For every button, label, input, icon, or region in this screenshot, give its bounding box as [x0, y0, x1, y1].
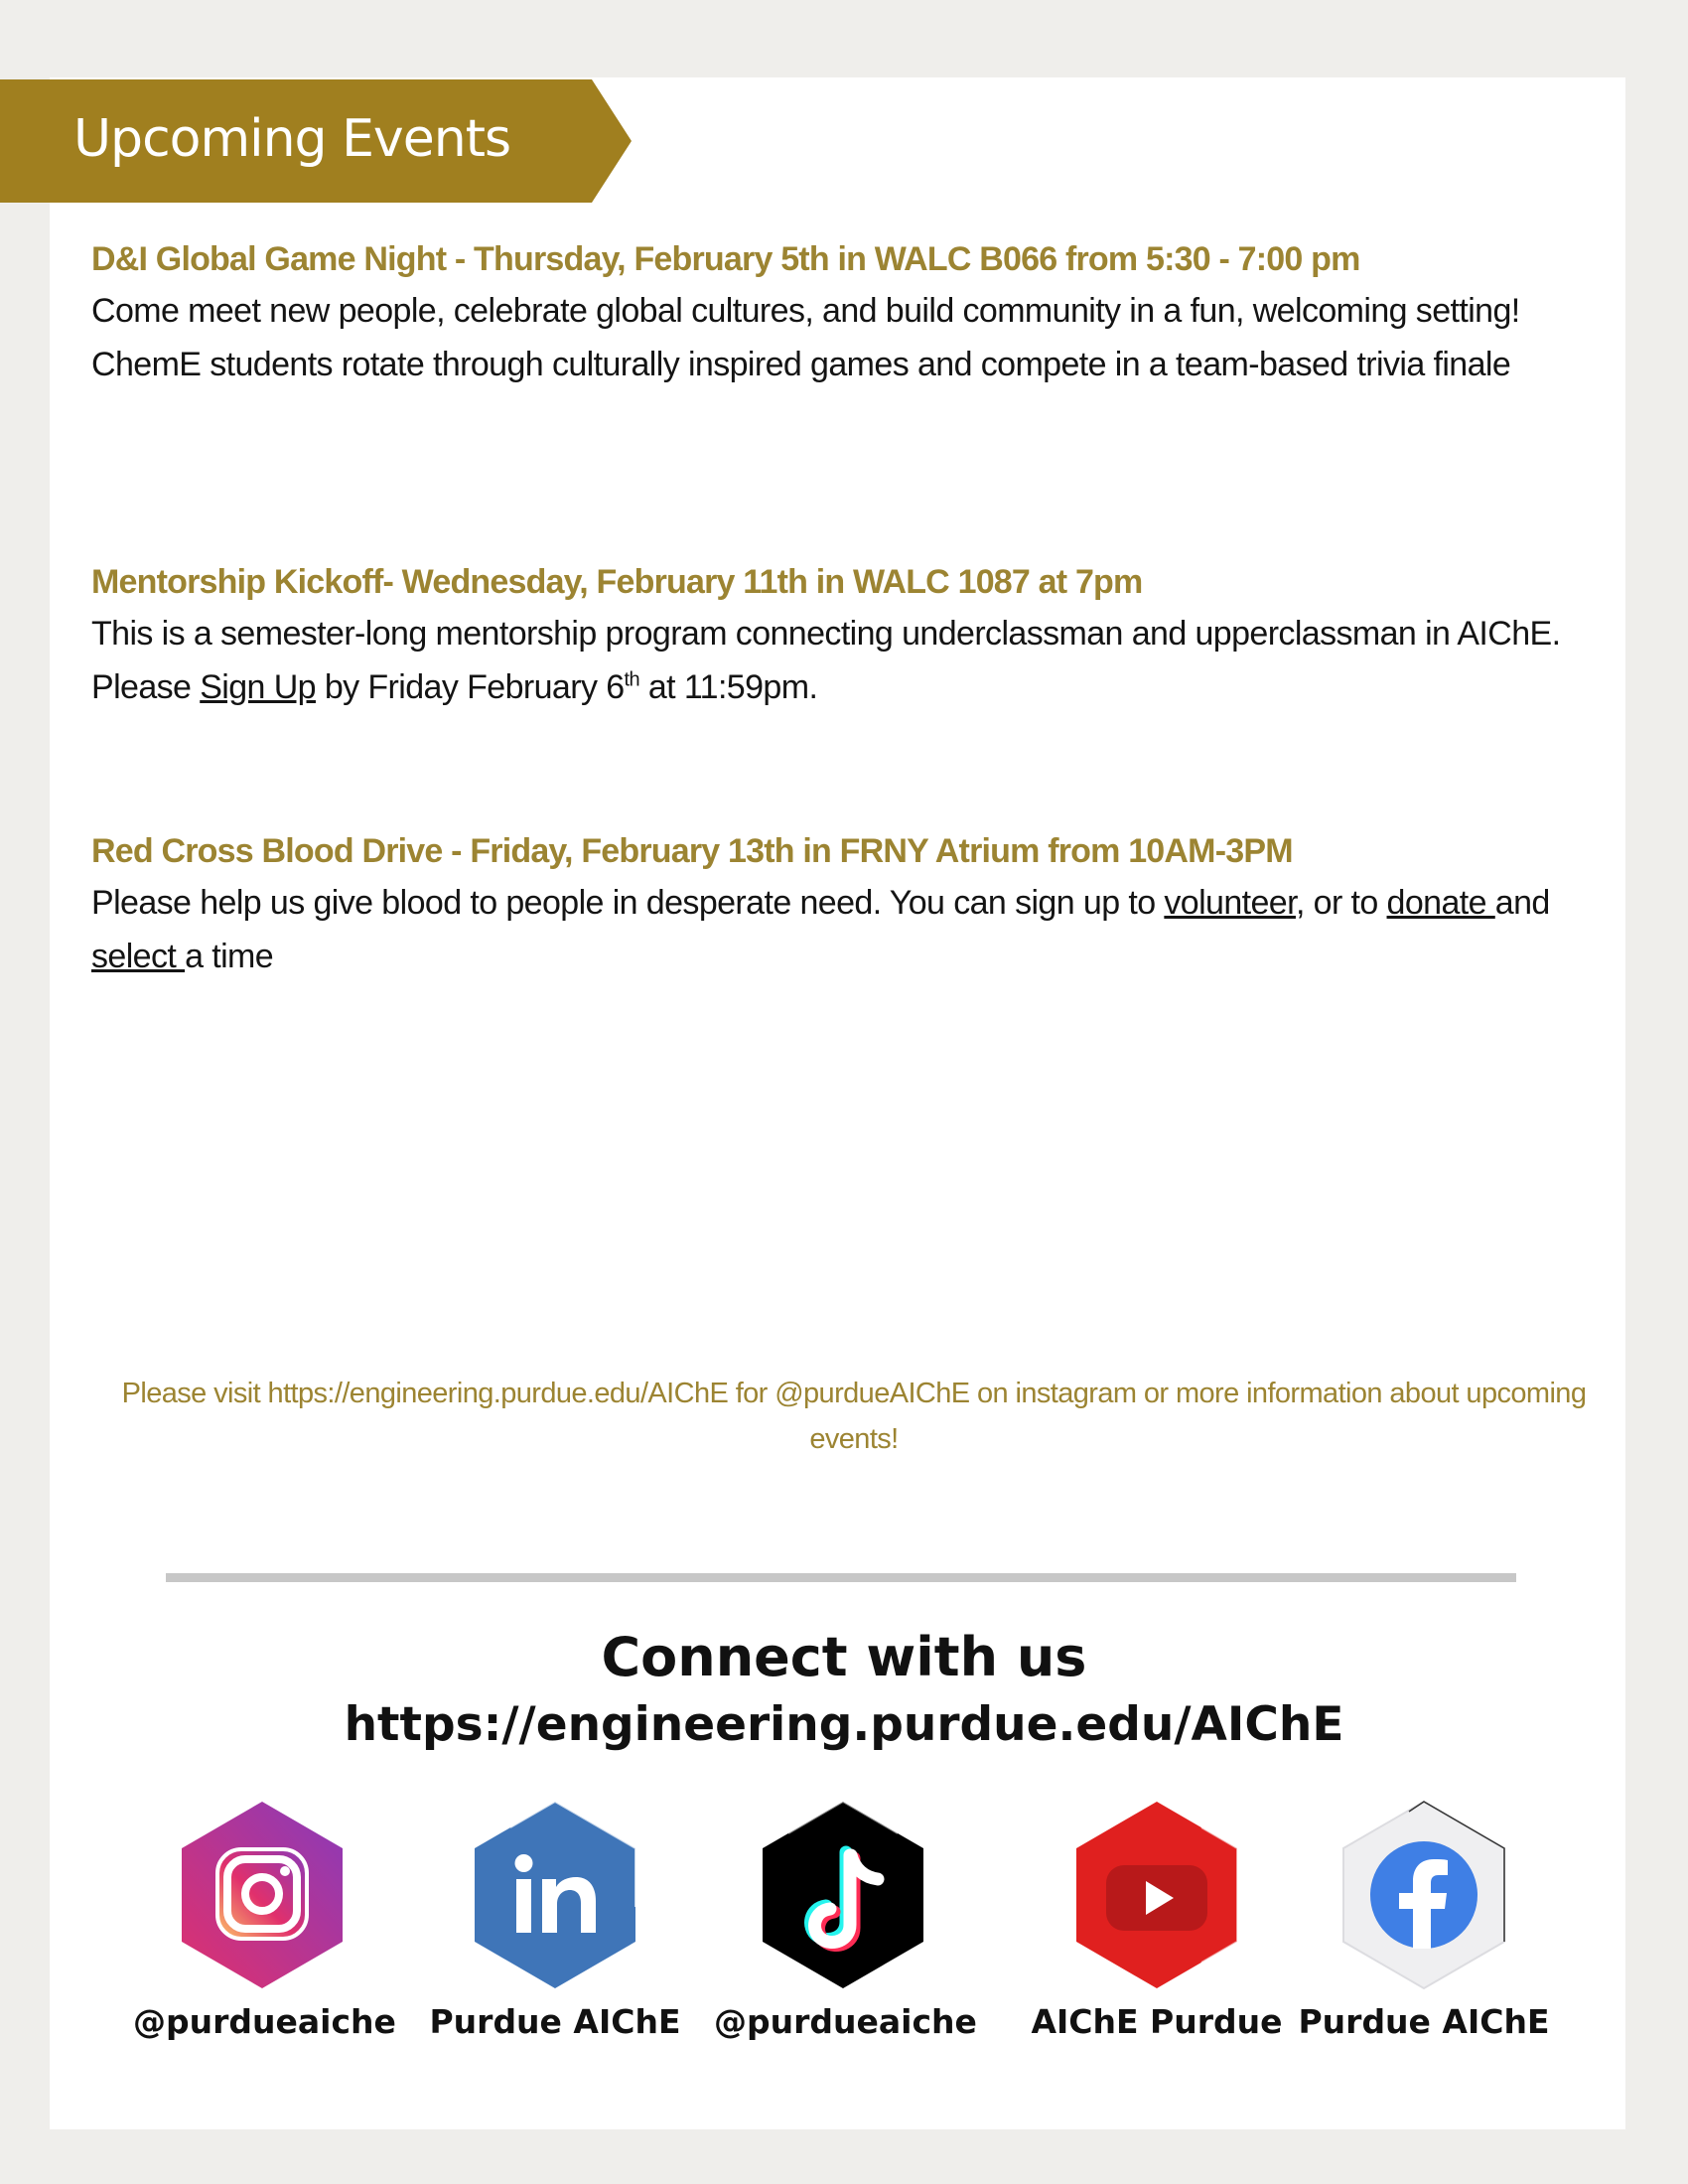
event-description: Come meet new people, celebrate global cultures, and build community in a fun, welcoming setting! ChemE students rotate through culturally inspired games and compete in a team-based trivia finale [91, 292, 1520, 383]
instagram-icon [178, 1798, 347, 1992]
event-game-night [91, 234, 1591, 391]
desc-text: Please help us give blood to people in desperate need. You can sign up to [91, 884, 1165, 922]
ordinal-suffix: th [624, 668, 639, 691]
linkedin-icon [471, 1798, 639, 1992]
facebook-icon [1339, 1798, 1508, 1992]
select-link[interactable]: select [91, 938, 186, 975]
social-instagram[interactable] [133, 1798, 396, 2041]
desc-text: by Friday February 6 [315, 668, 625, 706]
social-facebook[interactable] [1295, 1798, 1553, 2041]
visit-note: Please visit https://engineering.purdue.edu/AIChE for @purdueAIChE on instagram or more information about upcoming events! [121, 1378, 1587, 1455]
social-linkedin[interactable] [426, 1798, 684, 2041]
social-tiktok[interactable] [714, 1798, 977, 2041]
event-description [91, 607, 1561, 714]
event-title: Mentorship Kickoff- Wednesday, February 11th in WALC 1087 at 7pm [91, 563, 1143, 601]
social-handle: @purdueaiche [714, 2002, 977, 2041]
desc-text: , or to [1295, 884, 1387, 922]
connect-title: Connect with us [601, 1626, 1087, 1688]
sign-up-link[interactable]: Sign Up [200, 668, 316, 706]
social-handle: Purdue AIChE [1298, 2002, 1550, 2041]
social-handle: AIChE Purdue [1031, 2002, 1283, 2041]
social-handle: @purdueaiche [133, 2002, 396, 2041]
donate-link[interactable]: donate [1386, 884, 1495, 922]
event-blood-drive [91, 826, 1591, 983]
social-youtube[interactable] [1028, 1798, 1286, 2041]
section-title: Upcoming Events [73, 109, 511, 169]
desc-text: a time [185, 938, 274, 975]
event-mentorship [91, 557, 1591, 714]
volunteer-link[interactable]: volunteer [1164, 884, 1296, 922]
desc-text: and [1494, 884, 1550, 922]
event-description [91, 876, 1591, 983]
desc-text: at 11:59pm. [639, 668, 818, 706]
tiktok-icon [759, 1798, 927, 1992]
connect-url[interactable]: https://engineering.purdue.edu/AIChE [344, 1697, 1344, 1752]
event-title: D&I Global Game Night - Thursday, February 5th in WALC B066 from 5:30 - 7:00 pm [91, 240, 1360, 278]
divider [166, 1573, 1516, 1582]
youtube-icon [1072, 1798, 1241, 1992]
event-title: Red Cross Blood Drive - Friday, February 13th in FRNY Atrium from 10AM-3PM [91, 832, 1293, 870]
desc-text: This is a semester-long mentorship program connecting underclassman and upperclassman in AIChE. Please [91, 615, 1561, 706]
social-handle: Purdue AIChE [429, 2002, 681, 2041]
